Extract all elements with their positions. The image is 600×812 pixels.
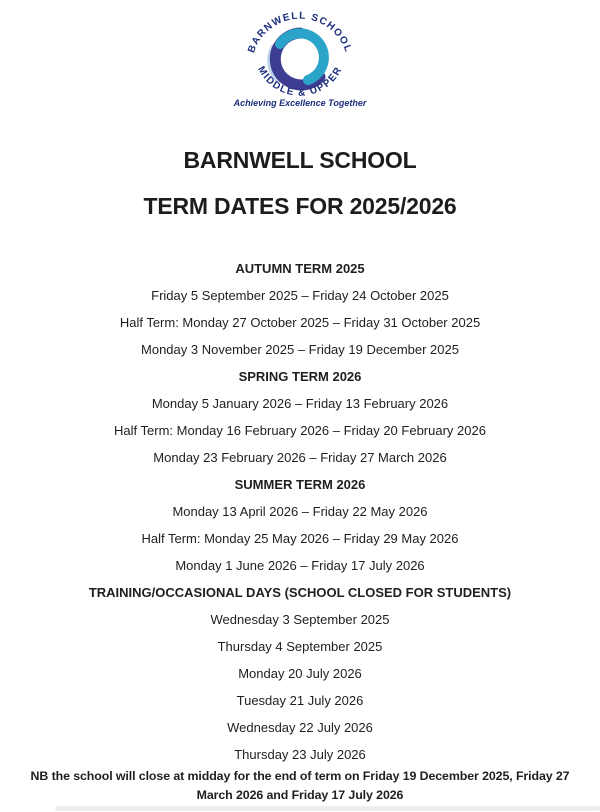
logo-tagline: Achieving Excellence Together [233, 98, 367, 108]
term-date-line: Half Term: Monday 27 October 2025 – Friday 31 October 2025 [119, 315, 481, 330]
document-title: BARNWELL SCHOOL [183, 147, 417, 173]
training-day-line: Wednesday 22 July 2026 [227, 720, 373, 735]
term-date-line: Half Term: Monday 16 February 2026 – Friday 20 February 2026 [114, 423, 486, 438]
page-bottom-edge [55, 806, 600, 811]
closure-note-line1: NB the school will close at midday for the end of term on Friday 19 December 2025, Friday 27 [30, 769, 570, 783]
term-date-line: Monday 23 February 2026 – Friday 27 March 2026 [153, 450, 447, 465]
document-subtitle: TERM DATES FOR 2025/2026 [143, 193, 457, 219]
term-date-line: Monday 1 June 2026 – Friday 17 July 2026 [175, 558, 425, 573]
training-day-line: Monday 20 July 2026 [238, 666, 362, 681]
term-date-line: Monday 3 November 2025 – Friday 19 December 2025 [141, 342, 459, 357]
training-day-line: Tuesday 21 July 2026 [236, 693, 364, 708]
logo-arc-bottom-text: MIDDLE & UPPER [255, 64, 345, 99]
section-heading-training-days: TRAINING/OCCASIONAL DAYS (SCHOOL CLOSED FOR STUDENTS) [88, 585, 512, 600]
term-schedule [0, 255, 600, 768]
logo-cyan-ring-shape [280, 33, 324, 80]
section-heading-spring: SPRING TERM 2026 [238, 369, 362, 384]
term-date-line: Friday 5 September 2025 – Friday 24 October 2025 [151, 288, 449, 303]
closure-note [0, 767, 600, 805]
term-date-line: Half Term: Monday 25 May 2026 – Friday 29 May 2026 [141, 531, 459, 546]
logo-arc-top-text: BARNWELL SCHOOL [246, 10, 354, 55]
term-date-line: Monday 13 April 2026 – Friday 22 May 2026 [172, 504, 428, 519]
school-logo-emblem [225, 8, 375, 100]
term-date-line: Monday 5 January 2026 – Friday 13 February 2026 [151, 396, 449, 411]
training-day-line: Thursday 4 September 2025 [217, 639, 383, 654]
section-heading-summer: SUMMER TERM 2026 [234, 477, 366, 492]
school-logo [225, 8, 375, 108]
training-day-line: Wednesday 3 September 2025 [210, 612, 390, 627]
section-heading-autumn: AUTUMN TERM 2025 [235, 261, 365, 276]
training-day-line: Thursday 23 July 2026 [234, 747, 366, 762]
closure-note-line2: March 2026 and Friday 17 July 2026 [196, 788, 404, 802]
